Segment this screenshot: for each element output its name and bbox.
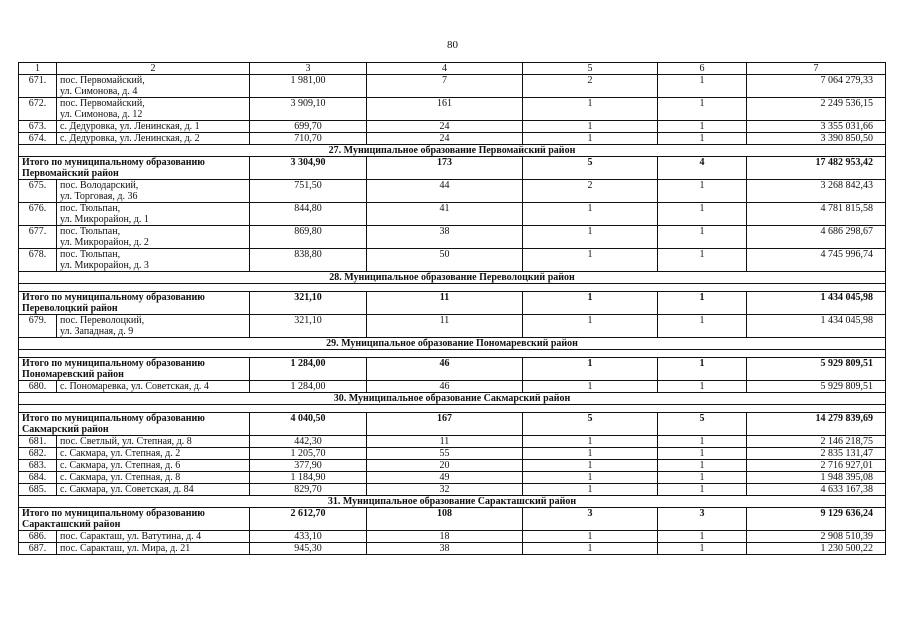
- people-count: 24: [367, 133, 523, 145]
- section-title: 28. Муниципальное образование Переволоцкий район: [19, 272, 886, 284]
- section-title: 27. Муниципальное образование Первомайский район: [19, 145, 886, 157]
- column-5-value: 1: [523, 98, 658, 121]
- people-count: 49: [367, 472, 523, 484]
- address: пос. Саракташ, ул. Ватутина, д. 4: [57, 531, 250, 543]
- people-count: 24: [367, 121, 523, 133]
- column-6-value: 1: [658, 203, 747, 226]
- column-6-value: 1: [658, 121, 747, 133]
- area: 377,90: [250, 460, 367, 472]
- address: с. Сакмара, ул. Степная, д. 6: [57, 460, 250, 472]
- area: 844,80: [250, 203, 367, 226]
- address: пос. Тюльпан, ул. Микрорайон, д. 1: [57, 203, 250, 226]
- address: с. Сакмара, ул. Степная, д. 2: [57, 448, 250, 460]
- column-5-value: 1: [523, 448, 658, 460]
- row-number: 671.: [19, 75, 57, 98]
- address: пос. Светлый, ул. Степная, д. 8: [57, 436, 250, 448]
- table-row: [19, 180, 886, 203]
- column-6-value: 1: [658, 180, 747, 203]
- total-area: 321,10: [250, 292, 367, 315]
- area: 699,70: [250, 121, 367, 133]
- column-number-2: 2: [57, 63, 250, 75]
- total-column-5: 3: [523, 508, 658, 531]
- address: пос. Первомайский, ул. Симонова, д. 12: [57, 98, 250, 121]
- people-count: 41: [367, 203, 523, 226]
- district-total-row: [19, 157, 886, 180]
- total-cost: 5 929 809,51: [747, 358, 886, 381]
- address: с. Сакмара, ул. Советская, д. 84: [57, 484, 250, 496]
- column-number-6: 6: [658, 63, 747, 75]
- cost: 4 781 815,58: [747, 203, 886, 226]
- address: пос. Тюльпан, ул. Микрорайон, д. 3: [57, 249, 250, 272]
- total-cost: 14 279 839,69: [747, 413, 886, 436]
- column-5-value: 1: [523, 121, 658, 133]
- column-5-value: 1: [523, 460, 658, 472]
- row-number: 674.: [19, 133, 57, 145]
- column-6-value: 1: [658, 75, 747, 98]
- section-header-row: [19, 393, 886, 405]
- address: с. Дедуровка, ул. Ленинская, д. 1: [57, 121, 250, 133]
- total-column-5: 5: [523, 413, 658, 436]
- total-area: 4 040,50: [250, 413, 367, 436]
- table-row: [19, 381, 886, 393]
- district-total-row: [19, 413, 886, 436]
- total-area: 1 284,00: [250, 358, 367, 381]
- area: 1 205,70: [250, 448, 367, 460]
- row-number: 681.: [19, 436, 57, 448]
- row-number: 683.: [19, 460, 57, 472]
- column-5-value: 2: [523, 180, 658, 203]
- people-count: 20: [367, 460, 523, 472]
- area: 945,30: [250, 543, 367, 555]
- people-count: 18: [367, 531, 523, 543]
- area: 829,70: [250, 484, 367, 496]
- address: с. Сакмара, ул. Степная, д. 8: [57, 472, 250, 484]
- row-number: 673.: [19, 121, 57, 133]
- empty-cell: [19, 284, 886, 292]
- row-number: 679.: [19, 315, 57, 338]
- table-row: [19, 203, 886, 226]
- column-5-value: 1: [523, 381, 658, 393]
- column-5-value: 1: [523, 436, 658, 448]
- cost: 2 908 510,39: [747, 531, 886, 543]
- total-people: 167: [367, 413, 523, 436]
- column-5-value: 1: [523, 543, 658, 555]
- section-header-row: [19, 496, 886, 508]
- total-label: Итого по муниципальному образованию Пономаревский район: [19, 358, 250, 381]
- table-row: [19, 75, 886, 98]
- total-column-6: 5: [658, 413, 747, 436]
- total-column-5: 1: [523, 358, 658, 381]
- total-column-6: 4: [658, 157, 747, 180]
- column-6-value: 1: [658, 472, 747, 484]
- people-count: 50: [367, 249, 523, 272]
- total-label: Итого по муниципальному образованию Первомайский район: [19, 157, 250, 180]
- district-total-row: [19, 358, 886, 381]
- people-count: 161: [367, 98, 523, 121]
- cost: 2 146 218,75: [747, 436, 886, 448]
- district-total-row: [19, 292, 886, 315]
- empty-cell: [19, 350, 886, 358]
- row-number: 685.: [19, 484, 57, 496]
- area: 710,70: [250, 133, 367, 145]
- table-row: [19, 460, 886, 472]
- cost: 7 064 279,33: [747, 75, 886, 98]
- table-row: [19, 133, 886, 145]
- area: 869,80: [250, 226, 367, 249]
- people-count: 11: [367, 315, 523, 338]
- cost: 4 686 298,67: [747, 226, 886, 249]
- cost: 2 716 927,01: [747, 460, 886, 472]
- row-number: 677.: [19, 226, 57, 249]
- column-5-value: 1: [523, 315, 658, 338]
- total-label: Итого по муниципальному образованию Сакмарский район: [19, 413, 250, 436]
- column-6-value: 1: [658, 133, 747, 145]
- total-column-6: 1: [658, 292, 747, 315]
- row-number: 687.: [19, 543, 57, 555]
- section-header-row: [19, 272, 886, 284]
- empty-cell: [19, 405, 886, 413]
- column-6-value: 1: [658, 543, 747, 555]
- total-cost: 1 434 045,98: [747, 292, 886, 315]
- people-count: 38: [367, 226, 523, 249]
- column-6-value: 1: [658, 460, 747, 472]
- column-5-value: 1: [523, 133, 658, 145]
- section-header-row: [19, 338, 886, 350]
- district-total-row: [19, 508, 886, 531]
- people-count: 44: [367, 180, 523, 203]
- address: пос. Переволоцкий, ул. Западная, д. 9: [57, 315, 250, 338]
- cost: 3 355 031,66: [747, 121, 886, 133]
- cost: 3 268 842,43: [747, 180, 886, 203]
- column-5-value: 1: [523, 472, 658, 484]
- row-number: 678.: [19, 249, 57, 272]
- row-number: 684.: [19, 472, 57, 484]
- address: с. Дедуровка, ул. Ленинская, д. 2: [57, 133, 250, 145]
- row-number: 676.: [19, 203, 57, 226]
- cost: 1 434 045,98: [747, 315, 886, 338]
- section-title: 29. Муниципальное образование Пономаревский район: [19, 338, 886, 350]
- table-row: [19, 484, 886, 496]
- table-row: [19, 249, 886, 272]
- total-people: 11: [367, 292, 523, 315]
- area: 321,10: [250, 315, 367, 338]
- total-label: Итого по муниципальному образованию Переволоцкий район: [19, 292, 250, 315]
- column-6-value: 1: [658, 448, 747, 460]
- table-row: [19, 436, 886, 448]
- area: 442,30: [250, 436, 367, 448]
- total-people: 173: [367, 157, 523, 180]
- cost: 2 835 131,47: [747, 448, 886, 460]
- total-cost: 17 482 953,42: [747, 157, 886, 180]
- row-number: 675.: [19, 180, 57, 203]
- column-number-4: 4: [367, 63, 523, 75]
- total-column-6: 3: [658, 508, 747, 531]
- total-column-5: 5: [523, 157, 658, 180]
- column-6-value: 1: [658, 436, 747, 448]
- people-count: 32: [367, 484, 523, 496]
- total-people: 108: [367, 508, 523, 531]
- column-5-value: 1: [523, 484, 658, 496]
- table-row: [19, 531, 886, 543]
- address: пос. Тюльпан, ул. Микрорайон, д. 2: [57, 226, 250, 249]
- cost: 1 948 395,08: [747, 472, 886, 484]
- total-column-5: 1: [523, 292, 658, 315]
- register-body: [19, 63, 886, 555]
- address: пос. Володарский, ул. Торговая, д. 36: [57, 180, 250, 203]
- address: с. Пономаревка, ул. Советская, д. 4: [57, 381, 250, 393]
- column-5-value: 2: [523, 75, 658, 98]
- total-column-6: 1: [658, 358, 747, 381]
- cost: 2 249 536,15: [747, 98, 886, 121]
- cost: 4 633 167,38: [747, 484, 886, 496]
- column-number-3: 3: [250, 63, 367, 75]
- total-people: 46: [367, 358, 523, 381]
- cost: 5 929 809,51: [747, 381, 886, 393]
- people-count: 46: [367, 381, 523, 393]
- area: 1 284,00: [250, 381, 367, 393]
- section-title: 30. Муниципальное образование Сакмарский район: [19, 393, 886, 405]
- area: 838,80: [250, 249, 367, 272]
- area: 1 981,00: [250, 75, 367, 98]
- table-row: [19, 226, 886, 249]
- column-5-value: 1: [523, 203, 658, 226]
- table-row: [19, 98, 886, 121]
- cost: 4 745 996,74: [747, 249, 886, 272]
- address: пос. Первомайский, ул. Симонова, д. 4: [57, 75, 250, 98]
- column-5-value: 1: [523, 226, 658, 249]
- area: 1 184,90: [250, 472, 367, 484]
- address: пос. Саракташ, ул. Мира, д. 21: [57, 543, 250, 555]
- total-area: 2 612,70: [250, 508, 367, 531]
- column-6-value: 1: [658, 98, 747, 121]
- column-6-value: 1: [658, 226, 747, 249]
- people-count: 55: [367, 448, 523, 460]
- total-area: 3 304,90: [250, 157, 367, 180]
- section-header-row: [19, 145, 886, 157]
- area: 3 909,10: [250, 98, 367, 121]
- people-count: 38: [367, 543, 523, 555]
- people-count: 7: [367, 75, 523, 98]
- table-row: [19, 543, 886, 555]
- column-number-header-row: [19, 63, 886, 75]
- total-cost: 9 129 636,24: [747, 508, 886, 531]
- column-6-value: 1: [658, 531, 747, 543]
- table-row: [19, 315, 886, 338]
- column-5-value: 1: [523, 531, 658, 543]
- housing-register-table: [18, 62, 886, 555]
- people-count: 11: [367, 436, 523, 448]
- table-row: [19, 472, 886, 484]
- row-number: 686.: [19, 531, 57, 543]
- row-number: 672.: [19, 98, 57, 121]
- row-number: 680.: [19, 381, 57, 393]
- empty-spacer-row: [19, 405, 886, 413]
- column-6-value: 1: [658, 249, 747, 272]
- column-number-5: 5: [523, 63, 658, 75]
- column-number-7: 7: [747, 63, 886, 75]
- table-row: [19, 121, 886, 133]
- cost: 3 390 850,50: [747, 133, 886, 145]
- column-number-1: 1: [19, 63, 57, 75]
- column-5-value: 1: [523, 249, 658, 272]
- section-title: 31. Муниципальное образование Саракташский район: [19, 496, 886, 508]
- column-6-value: 1: [658, 484, 747, 496]
- table-row: [19, 448, 886, 460]
- page-number: 80: [447, 39, 458, 51]
- empty-spacer-row: [19, 284, 886, 292]
- area: 433,10: [250, 531, 367, 543]
- column-6-value: 1: [658, 315, 747, 338]
- area: 751,50: [250, 180, 367, 203]
- column-6-value: 1: [658, 381, 747, 393]
- cost: 1 230 500,22: [747, 543, 886, 555]
- total-label: Итого по муниципальному образованию Саракташский район: [19, 508, 250, 531]
- row-number: 682.: [19, 448, 57, 460]
- empty-spacer-row: [19, 350, 886, 358]
